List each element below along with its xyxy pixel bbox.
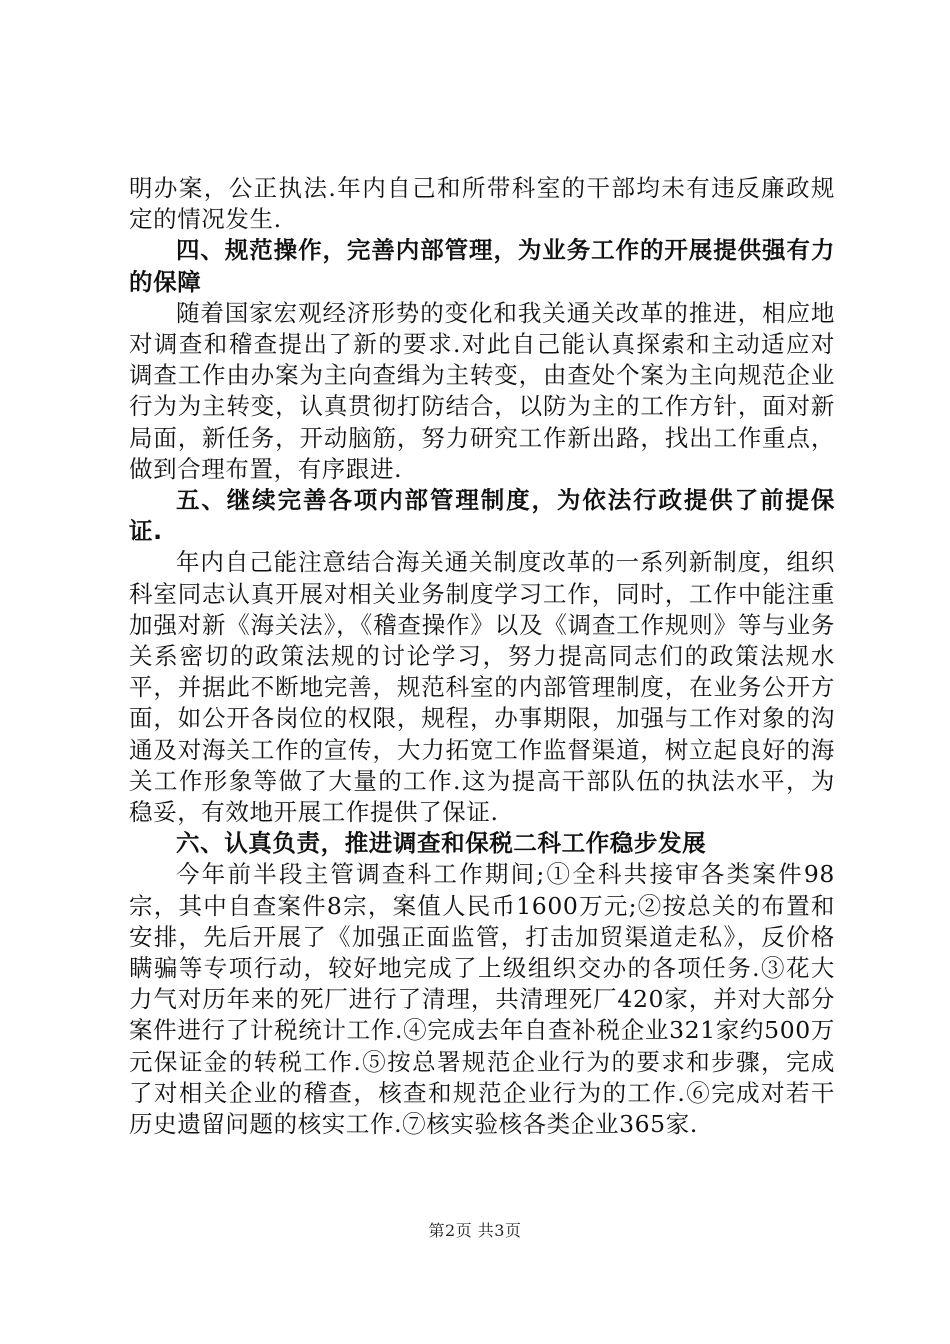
paragraph-body: 随着国家宏观经济形势的变化和我关通关改革的推进，相应地对调查和稽查提出了新的要求.对此自己能认真探索和主动适应对调查工作由办案为主向查缉为主转变，由查处个案为主向规范企业行为为主转变，认真贯彻打防结合，以防为主的工作方针，面对新局面，新任务，开动脑筋，努力研究工作新出路，找出工作重点，做到合理布置，有序跟进.	[129, 298, 835, 483]
document-body	[129, 173, 835, 1140]
paragraph-body: 年内自己能注意结合海关通关制度改革的一系列新制度，组织科室同志认真开展对相关业务制度学习工作，同时，工作中能注重加强对新《海关法》，《稽查操作》以及《调查工作规则》等与业务关系密切的政策法规的讨论学习，努力提高同志们的政策法规水平，并据此不断地完善，规范科室的内部管理制度，在业务公开方面，如公开各岗位的权限，规程，办事期限，加强与工作对象的沟通及对海关工作的宣传，大力拓宽工作监督渠道，树立起良好的海关工作形象等做了大量的工作.这为提高干部队伍的执法水平，为稳妥，有效地开展工作提供了保证.	[129, 548, 835, 827]
section-heading-5: 五、继续完善各项内部管理制度，为依法行政提供了前提保证.	[129, 486, 835, 546]
section-heading-6: 六、认真负责，推进调查和保税二科工作稳步发展	[176, 829, 707, 858]
paragraph-body: 今年前半段主管调查科工作期间;①全科共接审各类案件98宗，其中自查案件8宗，案值人民币1600万元;②按总关的布置和安排，先后开展了《加强正面监管，打击加贸渠道走私》，反价格瞒骗等专项行动，较好地完成了上级组织交办的各项任务.③花大力气对历年来的死厂进行了清理，共清理死厂420家，并对大部分案件进行了计税统计工作.④完成去年自查补税企业321家约500万元保证金的转税工作.⑤按总署规范企业行为的要求和步骤，完成了对相关企业的稽查，核查和规范企业行为的工作.⑥完成对若干历史遗留问题的核实工作.⑦核实验核各类企业365家.	[129, 860, 835, 1139]
page-footer: 第2页 共3页	[428, 1221, 522, 1240]
section-heading-4: 四、规范操作，完善内部管理，为业务工作的开展提供强有力的保障	[129, 236, 835, 296]
paragraph-body: 明办案，公正执法.年内自己和所带科室的干部均未有违反廉政规定的情况发生.	[129, 174, 835, 234]
